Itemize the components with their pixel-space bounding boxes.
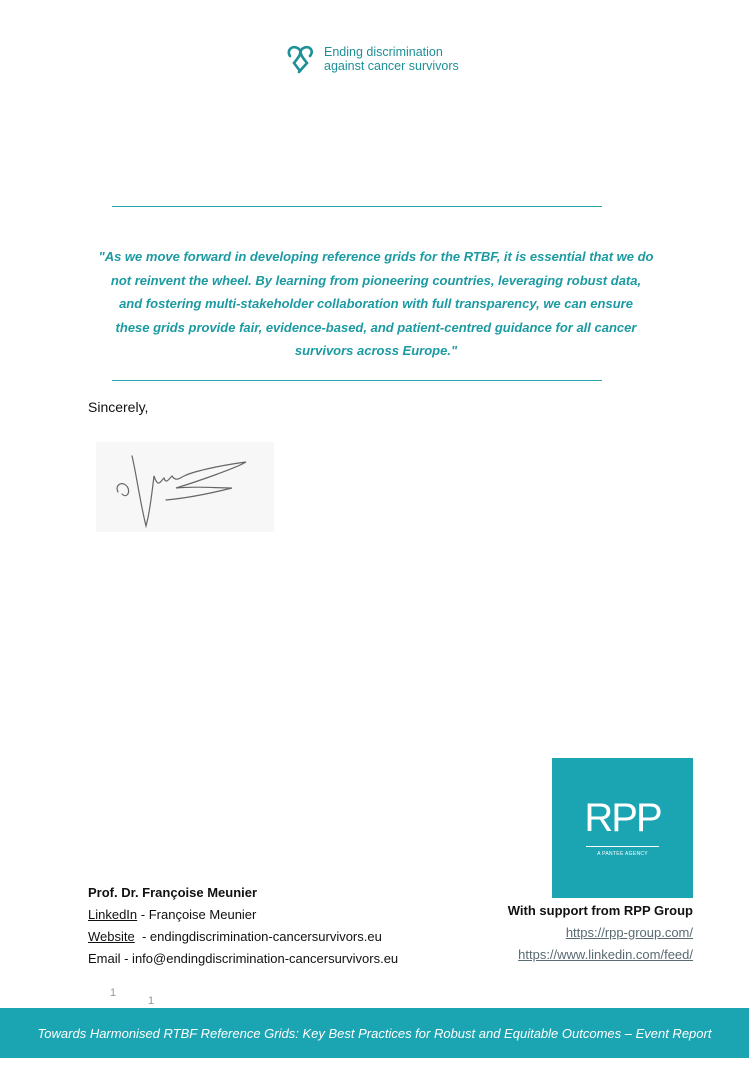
linkedin-value: - Françoise Meunier <box>137 907 257 922</box>
contact-linkedin-row <box>88 904 398 926</box>
contact-website-row <box>88 926 398 948</box>
website-link[interactable]: Website <box>88 929 135 944</box>
quote-block <box>86 245 666 363</box>
signature-image <box>96 442 274 532</box>
quote-line: survivors across Europe." <box>294 343 458 358</box>
page-number: 1 <box>148 995 155 1007</box>
page-number: 1 <box>110 987 117 999</box>
rpp-website-link[interactable]: https://rpp-group.com/ <box>565 925 693 940</box>
heart-ribbon-icon <box>284 44 318 74</box>
rpp-logo <box>552 758 693 898</box>
rpp-logo-text: RPP <box>584 796 661 840</box>
quote-bottom-divider <box>112 380 602 381</box>
quote-line: not reinvent the wheel. By learning from pioneering countries, leveraging robust data, <box>110 272 642 288</box>
footer-bar <box>0 1008 749 1058</box>
quote-line: these grids provide fair, evidence-based, and patient-centred guidance for all cancer <box>115 319 637 335</box>
linkedin-link[interactable]: LinkedIn <box>88 907 138 922</box>
quote-top-divider <box>112 206 602 207</box>
header-logo <box>284 44 459 74</box>
logo-line-1: Ending discrimination <box>324 45 443 59</box>
quote-line: and fostering multi-stakeholder collaboration with full transparency, we can ensure <box>119 296 633 311</box>
support-block <box>508 900 693 966</box>
rpp-logo-subtext: A PANTEE AGENCY <box>597 851 648 857</box>
rpp-linkedin-link[interactable]: https://www.linkedin.com/feed/ <box>518 947 693 962</box>
support-heading: With support from RPP Group <box>507 903 693 918</box>
quote-line: "As we move forward in developing reference grids for the RTBF, it is essential that we do <box>98 249 654 264</box>
website-value: - endingdiscrimination-cancersurvivors.eu <box>134 929 382 944</box>
closing-text: Sincerely, <box>88 399 149 415</box>
rpp-logo-divider <box>586 846 659 847</box>
footer-title: Towards Harmonised RTBF Reference Grids: Key Best Practices for Robust and Equitable Outcomes – Event Report <box>37 1025 712 1041</box>
contact-block <box>88 882 398 970</box>
contact-email: Email - info@endingdiscrimination-cancersurvivors.eu <box>88 951 399 966</box>
logo-text <box>324 45 459 73</box>
contact-name: Prof. Dr. Françoise Meunier <box>88 885 258 900</box>
logo-line-2: against cancer survivors <box>324 59 459 73</box>
